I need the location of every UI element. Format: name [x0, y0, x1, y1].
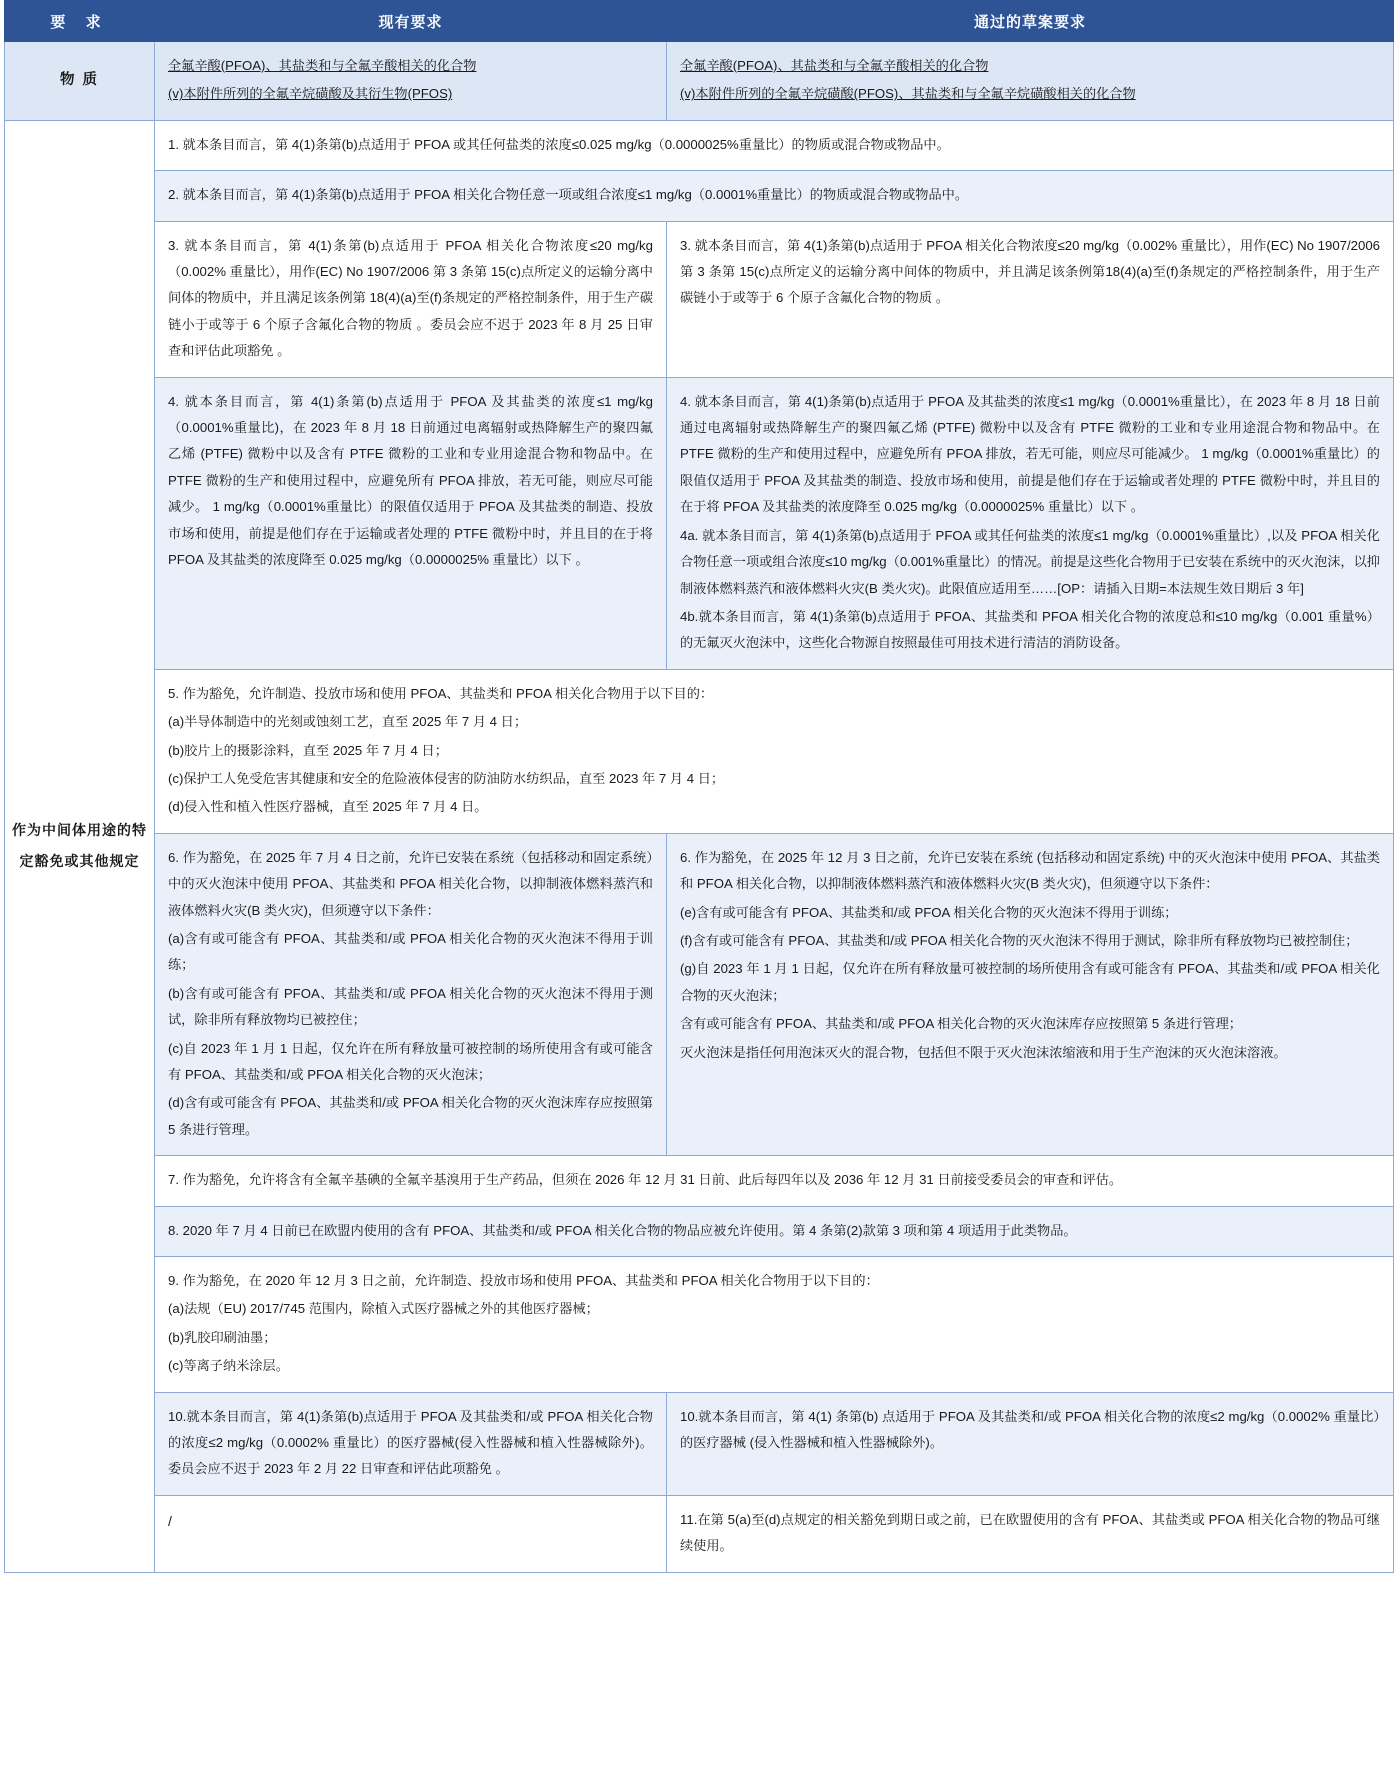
table-row [5, 1257, 1394, 1393]
row-10-existing-text: 10.就本条目而言，第 4(1)条第(b)点适用于 PFOA 及其盐类和/或 PFOA 相关化合物的浓度≤2 mg/kg（0.0002% 重量比）的医疗器械(侵入性器械和植入性器械除外)。委员会应不迟于 2023 年 2 月 22 日审查和评估此项豁免 。 [168, 1408, 653, 1477]
row-3-existing [155, 221, 667, 377]
row-3-draft [667, 221, 1394, 377]
row-3-draft-text: 3. 就本条目而言，第 4(1)条第(b)点适用于 PFOA 相关化合物浓度≤20 mg/kg（0.002% 重量比），用作(EC) No 1907/2006 第 3 条第 15(c)点所定义的运输分离中间体的物质中，并且满足该条例第18(4)(a)至(f)条规定的严格控制条件，用于生产碳链小于或等于 6 个原子含氟化合物的物质 。 [680, 237, 1380, 306]
row-7-existing [155, 1156, 1394, 1206]
row-11-draft [667, 1495, 1394, 1572]
table-body [5, 42, 1394, 1573]
row-4-existing [155, 377, 667, 669]
row-9-text-2: (a)法规（EU) 2017/745 范围内，除植入式医疗器械之外的其他医疗器械； [168, 1301, 599, 1317]
row-2-existing [155, 171, 1394, 221]
row-11-existing-text: / [168, 1512, 172, 1529]
row-4-draft-text-3: 4b.就本条目而言，第 4(1)条第(b)点适用于 PFOA、其盐类和 PFOA 相关化合物的浓度总和≤10 mg/kg（0.001 重量%）的无氟灭火泡沫中，这些化合物源自按照最佳可用技术进行清洁的消防设备。 [680, 608, 1380, 651]
row-9-text-3: (b)乳胶印刷油墨； [168, 1329, 277, 1345]
table-row [5, 1156, 1394, 1206]
row-6-existing-text-3: (b)含有或可能含有 PFOA、其盐类和/或 PFOA 相关化合物的灭火泡沫不得用于测试，除非所有释放物均已被控住； [168, 985, 653, 1028]
row-6-existing-text-1: 6. 作为豁免，在 2025 年 7 月 4 日之前，允许已安装在系统（包括移动和固定系统）中的灭火泡沫中使用 PFOA、其盐类和 PFOA 相关化合物，以抑制液体燃料蒸汽和液体燃料火灾(B 类火灾)，但须遵守以下条件： [168, 849, 653, 918]
table-row [5, 1206, 1394, 1256]
table-row [5, 669, 1394, 833]
substance-row [5, 42, 1394, 121]
substance-draft-underline-2: (v)本附件所列的全氟辛烷磺酸(PFOS)、其盐类和与全氟辛烷磺酸相关的化合物 [680, 86, 1136, 102]
table-header [5, 1, 1394, 42]
row-5-existing [155, 669, 1394, 833]
substance-draft-line-1 [680, 53, 1380, 79]
header-existing-requirement: 现有要求 [155, 1, 667, 42]
row-6-draft-text-3: (f)含有或可能含有 PFOA、其盐类和/或 PFOA 相关化合物的灭火泡沫不得用于测试，除非所有释放物均已被控制住； [680, 932, 1359, 948]
row-4-draft [667, 377, 1394, 669]
table-row [5, 1392, 1394, 1495]
header-requirement: 要 求 [5, 1, 155, 42]
row-6-draft-text-2: (e)含有或可能含有 PFOA、其盐类和/或 PFOA 相关化合物的灭火泡沫不得用于训练； [680, 904, 1178, 920]
substance-existing-line-2 [168, 81, 653, 107]
regulation-table [4, 0, 1394, 1573]
row-5-text-2: (a)半导体制造中的光刻或蚀刻工艺，直至 2025 年 7 月 4 日； [168, 714, 528, 730]
table-row [5, 833, 1394, 1155]
row-6-existing-text-4: (c)自 2023 年 1 月 1 日起，仅允许在所有释放量可被控制的场所使用含有或可能含有 PFOA、其盐类和/或 PFOA 相关化合物的灭火泡沫； [168, 1040, 653, 1082]
table-row [5, 377, 1394, 669]
row-5-text-5: (d)侵入性和植入性医疗器械，直至 2025 年 7 月 4 日。 [168, 799, 488, 815]
row-9-text-1: 9. 作为豁免，在 2020 年 12 月 3 日之前，允许制造、投放市场和使用 PFOA、其盐类和 PFOA 相关化合物用于以下目的： [168, 1273, 879, 1289]
row-9-existing [155, 1257, 1394, 1393]
row-4-draft-text-2: 4a. 就本条目而言，第 4(1)条第(b)点适用于 PFOA 或其任何盐类的浓度≤1 mg/kg（0.0001%重量比）,以及 PFOA 相关化合物任意一项或组合浓度≤10 mg/kg（0.001%重量比）的情况。前提是这些化合物用于已安装在系统中的灭火泡沫，以抑制液体燃料蒸汽和液体燃料火灾(B 类火灾)。此限值应适用至……[OP：请插入日期=本法规生效日期后 3 年] [680, 527, 1380, 596]
row-6-draft [667, 833, 1394, 1155]
table-header-row [5, 1, 1394, 42]
row-6-existing [155, 833, 667, 1155]
substance-existing-underline-1: 全氟辛酸(PFOA)、其盐类和与全氟辛酸相关的化合物 [168, 58, 477, 73]
table-row [5, 171, 1394, 221]
substance-existing [155, 42, 667, 121]
substance-existing-line-1 [168, 53, 653, 79]
row-9-text-4: (c)等离子纳米涂层。 [168, 1358, 289, 1374]
row-4-existing-text: 4. 就本条目而言，第 4(1)条第(b)点适用于 PFOA 及其盐类的浓度≤1 mg/kg（0.0001%重量比)，在 2023 年 8 月 18 日前通过电离辐射或热降解生产的聚四氟乙烯 (PTFE) 微粉中以及含有 PTFE 微粉的工业和专业用途混合物和物品中。在 PTFE 微粉的生产和使用过程中，应避免所有 PFOA 排放，若无可能，则应尽可能减少。 1 mg/kg（0.0001%重量比）的限值仅适用于 PFOA 及其盐类的制造、投放市场和使用，前提是他们存在于运输或者处理的 PTFE 微粉中时，并且目的在于将 PFOA 及其盐类的浓度降至 0.025 mg/kg（0.0000025% 重量比）以下 。 [168, 393, 653, 568]
substance-label: 物 质 [5, 42, 155, 121]
row-3-existing-text: 3. 就本条目而言，第 4(1)条第(b)点适用于 PFOA 相关化合物浓度≤20 mg/kg（0.002% 重量比），用作(EC) No 1907/2006 第 3 条第 15(c)点所定义的运输分离中间体的物质中，并且满足该条例第 18(4)(a)至(f)条规定的严格控制条件，用于生产碳链小于或等于 6 个原子含氟化合物的物质 。委员会应不迟于 2023 年 8 月 25 日审查和评估此项豁免 。 [168, 237, 654, 359]
table-row [5, 120, 1394, 170]
section-label: 作为中间体用途的特定豁免或其他规定 [5, 120, 155, 1572]
row-6-draft-text-6: 灭火泡沫是指任何用泡沫灭火的混合物，包括但不限于灭火泡沫浓缩液和用于生产泡沫的灭火泡沫溶液。 [680, 1044, 1287, 1060]
substance-existing-underline-2: (v)本附件所列的全氟辛烷磺酸及其衍生物(PFOS) [168, 86, 453, 102]
row-6-draft-text-5: 含有或可能含有 PFOA、其盐类和/或 PFOA 相关化合物的灭火泡沫库存应按照第 5 条进行管理； [680, 1016, 1242, 1032]
row-5-text-4: (c)保护工人免受危害其健康和安全的危险液体侵害的防油防水纺织品，直至 2023 年 7 月 4 日； [168, 770, 725, 786]
row-6-existing-text-5: (d)含有或可能含有 PFOA、其盐类和/或 PFOA 相关化合物的灭火泡沫库存应按照第 5 条进行管理。 [168, 1095, 653, 1137]
row-10-draft [667, 1392, 1394, 1495]
substance-draft [667, 42, 1394, 121]
row-6-draft-text-4: (g)自 2023 年 1 月 1 日起，仅允许在所有释放量可被控制的场所使用含有或可能含有 PFOA、其盐类和/或 PFOA 相关化合物的灭火泡沫； [680, 961, 1380, 1003]
row-8-existing [155, 1206, 1394, 1256]
table-row [5, 221, 1394, 377]
substance-draft-line-2 [680, 81, 1380, 107]
table-row [5, 1495, 1394, 1572]
row-1-text: 1. 就本条目而言，第 4(1)条第(b)点适用于 PFOA 或其任何盐类的浓度≤0.025 mg/kg（0.0000025%重量比）的物质或混合物或物品中。 [168, 136, 950, 152]
substance-draft-underline-1: 全氟辛酸(PFOA)、其盐类和与全氟辛酸相关的化合物 [680, 58, 989, 73]
row-2-text: 2. 就本条目而言，第 4(1)条第(b)点适用于 PFOA 相关化合物任意一项或组合浓度≤1 mg/kg（0.0001%重量比）的物质或混合物或物品中。 [168, 187, 969, 203]
header-draft-requirement: 通过的草案要求 [667, 1, 1394, 42]
row-8-text: 8. 2020 年 7 月 4 日前已在欧盟内使用的含有 PFOA、其盐类和/或 PFOA 相关化合物的物品应被允许使用。第 4 条第(2)款第 3 项和第 4 项适用于此类物品。 [168, 1222, 1077, 1238]
row-11-existing [155, 1495, 667, 1572]
row-4-draft-text-1: 4. 就本条目而言，第 4(1)条第(b)点适用于 PFOA 及其盐类的浓度≤1 mg/kg（0.0001%重量比），在 2023 年 8 月 18 日前通过电离辐射或热降解生产的聚四氟乙烯 (PTFE) 微粉中以及含有 PTFE 微粉的工业和专业用途混合物和物品中。在 PTFE 微粉的生产和使用过程中，应避免所有 PFOA 排放，若无可能，则应尽可能减少。 1 mg/kg（0.0001%重量比）的限值仅适用于 PFOA 及其盐类的制造、投放市场和使用，前提是他们存在于运输或者处理的 PTFE 微粉中时，并且目的在于将 PFOA 及其盐类的浓度降至 0.025 mg/kg（0.0000025% 重量比）以下 。 [680, 393, 1380, 515]
row-6-existing-text-2: (a)含有或可能含有 PFOA、其盐类和/或 PFOA 相关化合物的灭火泡沫不得用于训练； [168, 930, 653, 973]
row-10-existing [155, 1392, 667, 1495]
row-1-existing [155, 120, 1394, 170]
row-7-text: 7. 作为豁免，允许将含有全氟辛基碘的全氟辛基溴用于生产药品，但须在 2026 年 12 月 31 日前、此后每四年以及 2036 年 12 月 31 日前接受委员会的审查和评估。 [168, 1172, 1123, 1188]
row-11-draft-text: 11.在第 5(a)至(d)点规定的相关豁免到期日或之前，已在欧盟使用的含有 PFOA、其盐类或 PFOA 相关化合物的物品可继续使用。 [680, 1511, 1380, 1554]
row-5-text-1: 5. 作为豁免，允许制造、投放市场和使用 PFOA、其盐类和 PFOA 相关化合物用于以下目的： [168, 685, 714, 701]
row-10-draft-text: 10.就本条目而言，第 4(1) 条第(b) 点适用于 PFOA 及其盐类和/或 PFOA 相关化合物的浓度≤2 mg/kg（0.0002% 重量比）的医疗器械 (侵入性器械和植入性器械除外)。 [680, 1408, 1380, 1451]
row-5-text-3: (b)胶片上的摄影涂料，直至 2025 年 7 月 4 日； [168, 742, 448, 758]
row-6-draft-text-1: 6. 作为豁免，在 2025 年 12 月 3 日之前，允许已安装在系统 (包括移动和固定系统) 中的灭火泡沫中使用 PFOA、其盐类和 PFOA 相关化合物，以抑制液体燃料蒸汽和液体燃料火灾(B 类火灾)，但须遵守以下条件： [680, 849, 1380, 892]
